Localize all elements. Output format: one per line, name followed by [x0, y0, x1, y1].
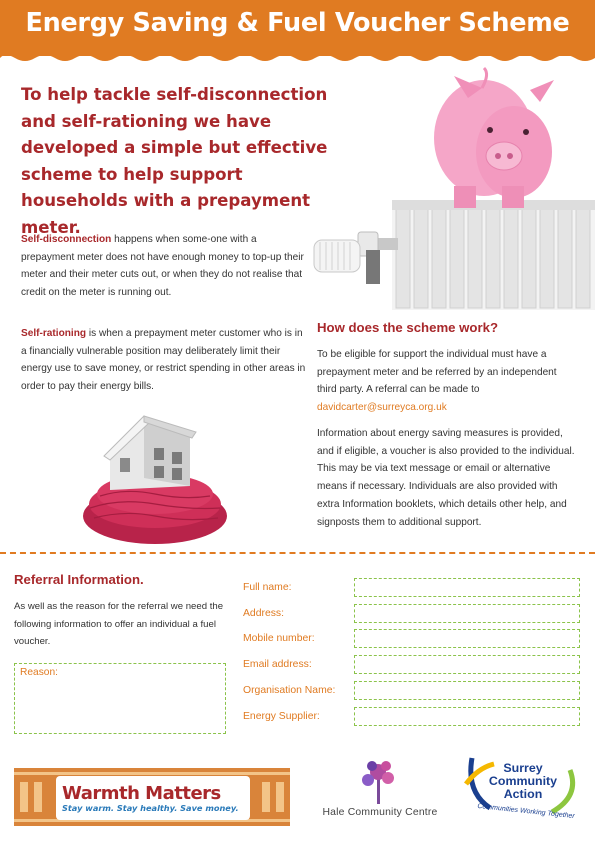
hale-logo-tree [362, 761, 394, 804]
scheme-heading: How does the scheme work? [317, 320, 499, 335]
supplier-field[interactable] [354, 707, 580, 726]
reason-field[interactable] [14, 663, 226, 734]
info-paragraph: Information about energy saving measures is provided, and if eligible, a voucher is also provided to the individual. This may be via text message or email or alternative means if necessary. Individuals are also provided with extra Information booklets, which details other help, and signposts them to additional support. [317, 428, 575, 528]
referral-heading: Referral Information. [14, 572, 144, 587]
self-disconnection-text: happens when some-one with a prepayment meter does not have enough money to top-up their meter and their meter cuts out, or when they do not realise that credit on the meter is running out. [21, 234, 304, 299]
warmth-matters-tagline: Stay warm. Stay healthy. Save money. [62, 803, 239, 813]
reason-label: Reason: [20, 667, 58, 678]
eligibility-paragraph [317, 346, 577, 417]
section-divider [0, 552, 595, 554]
mobile-field[interactable] [354, 629, 580, 648]
self-rationing-paragraph [21, 325, 311, 396]
piggy-bank-radiator-image [304, 60, 595, 310]
house-scarf-image [80, 408, 230, 548]
self-rationing-term: Self-rationing [21, 328, 87, 339]
email-field[interactable] [354, 655, 580, 674]
self-disconnection-paragraph [21, 231, 311, 302]
referral-email-link[interactable]: davidcarter@surreyca.org.uk [317, 402, 447, 414]
self-rationing-text: is when a prepayment meter customer who is in a financially vulnerable position may deliberately limit their energy use to save money, or restrict spending in other areas in order to pay their energy bills. [21, 328, 306, 393]
referral-intro: As well as the reason for the referral we need the following information to offer an individual a fuel voucher. [14, 601, 224, 648]
mobile-label: Mobile number: [243, 633, 315, 644]
header-banner [0, 0, 595, 56]
organisation-label: Organisation Name: [243, 685, 336, 696]
full-name-field[interactable] [354, 578, 580, 597]
warmth-matters-logo [62, 783, 245, 813]
address-label: Address: [243, 608, 285, 619]
hale-logo-text: Hale Community Centre [322, 807, 438, 818]
lead-statement: To help tackle self-disconnection and self-rationing we have developed a simple but effective scheme to help support households with a prepayment meter. [21, 85, 328, 237]
email-label: Email address: [243, 659, 312, 670]
supplier-label: Energy Supplier: [243, 711, 320, 722]
page-title: Energy Saving & Fuel Voucher Scheme [25, 8, 570, 38]
address-field[interactable] [354, 604, 580, 623]
warmth-matters-title: Warmth Matters [62, 783, 221, 804]
surrey-logo-tagline: Communities Working Together [477, 802, 575, 821]
organisation-field[interactable] [354, 681, 580, 700]
surrey-logo-text: Surrey Community Action [488, 761, 558, 802]
eligibility-text: To be eligible for support the individual must have a prepayment meter and be referred by an independent third party. A referral can be made to [317, 349, 557, 396]
full-name-label: Full name: [243, 582, 292, 593]
self-disconnection-term: Self-disconnection [21, 234, 112, 245]
